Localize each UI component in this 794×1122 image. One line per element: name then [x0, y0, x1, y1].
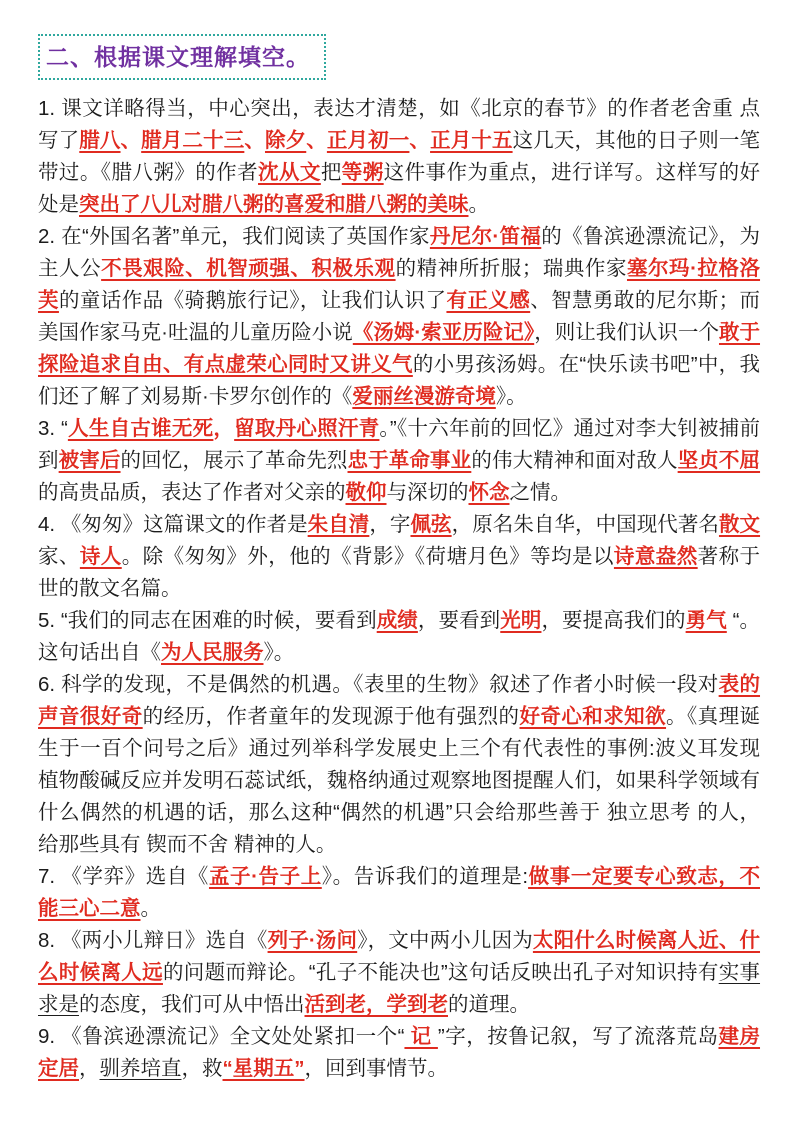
answer-text: 塞尔玛·拉格洛芙	[38, 257, 761, 312]
body-text: 的问题而辩论。“孔子不能决也”这句话反映出孔子对知识持有	[162, 961, 719, 984]
body-text: 著称于世的散文名篇。	[38, 545, 761, 600]
answer-text: 爱丽丝漫游奇境	[352, 385, 496, 408]
body-text: ”字，按鲁记叙，写了流落荒岛	[437, 1025, 719, 1048]
answer-text: 诗意盎然	[613, 545, 698, 568]
paragraph	[38, 1021, 760, 1085]
answer-text: 列子·汤问	[267, 929, 358, 952]
section-title-box	[38, 34, 326, 80]
body-text: 这件事作为重点，进行详写。这样写的好处是	[38, 161, 761, 216]
answer-text: 被害后	[58, 449, 121, 472]
answer-text: 建房定居	[38, 1025, 761, 1080]
body-text: ，要看到	[417, 609, 501, 632]
body-text: 。”《十六年前的回忆》通过对李大钊被捕前到	[38, 417, 761, 472]
paragraph	[38, 861, 760, 925]
answer-text: 光明	[500, 609, 542, 632]
body-text: 的《鲁滨逊漂流记》，为主人公	[38, 225, 760, 280]
body-text: 与深切的	[386, 481, 469, 504]
body-text: 的精神所折服；瑞典作家	[395, 257, 627, 280]
answer-text: 诗人	[79, 545, 122, 568]
underlined-text: 实事求是	[38, 961, 761, 1016]
underlined-text: 驯养培直	[99, 1057, 182, 1080]
body-text: 的伟大精神和面对敌人	[471, 449, 678, 472]
body-text: 》。告诉我们的道理是:	[321, 865, 529, 888]
answer-text: 孟子·告子上	[208, 865, 322, 888]
body-text: 的态度，我们可从中悟出	[79, 993, 305, 1016]
document-body	[38, 93, 760, 1085]
paragraph	[38, 221, 760, 413]
body-text: 3. “	[38, 417, 68, 440]
answer-text: 腊月二十三	[141, 129, 245, 152]
answer-text: 怀念	[468, 481, 510, 504]
answer-text: “星期五”	[222, 1057, 305, 1080]
paragraph	[38, 93, 760, 221]
body-text: 这几天，其他的日子则一笔带过。《腊八粥》的作者	[38, 129, 761, 184]
body-text: 家、	[38, 545, 80, 568]
answer-text: 坚贞不屈	[677, 449, 761, 472]
body-text: 的小男孩汤姆。在“快乐读书吧”中，我们还了解了刘易斯·卡罗尔创作的《	[38, 353, 761, 408]
body-text: 。	[468, 193, 489, 216]
body-text: 6. 科学的发现，不是偶然的机遇。《表里的生物》叙述了作者小时候一段对	[38, 673, 719, 696]
answer-text: 成绩	[376, 609, 418, 632]
body-text: 8. 《两小儿辩日》选自《	[38, 929, 268, 952]
body-text: 把	[320, 161, 342, 184]
body-text: ，救	[181, 1057, 223, 1080]
body-text: ，原名朱自华，中国现代著名	[451, 513, 719, 536]
body-text: 7. 《学弈》选自《	[38, 865, 209, 888]
answer-text: 除夕	[264, 129, 307, 152]
paragraph	[38, 509, 760, 605]
answer-text: 做事一定要专心致志，不能三心二意	[38, 865, 760, 920]
body-text: 9. 《鲁滨逊漂流记》全文处处紧扣一个“	[38, 1025, 405, 1048]
body-text: 的回忆，展示了革命先烈	[120, 449, 348, 472]
answer-text: 好奇心和求知欲	[519, 705, 667, 728]
answer-punct: ，	[213, 417, 235, 440]
body-text: 。《真理诞生于一百个问号之后》通过列举科学发展史上三个有代表性的事例:波义耳发现植物酸碱反应并发明石蕊试纸，魏格纳通过观察地图提醒人们，如果科学领域有什么偶然的机遇的话，那么这种“偶然的机遇”只会给那些善于 独立思考 的人，给那些具有 锲而不舍 精神的人。	[38, 705, 761, 856]
answer-text: 有正义感	[446, 289, 531, 312]
answer-text: 活到老，学到老	[304, 993, 448, 1016]
answer-text: 正月十五	[430, 129, 513, 152]
body-text: 的道理。	[448, 993, 530, 1016]
body-text: 的童话作品《骑鹅旅行记》，让我们认识了	[58, 289, 447, 312]
body-text: ，字	[369, 513, 411, 536]
body-text: 》。	[495, 385, 527, 408]
body-text: ，则让我们认识一个	[534, 321, 719, 344]
answer-text: 留取丹心照汗青	[234, 417, 380, 440]
answer-text: 不畏艰险、机智顽强、积极乐观	[101, 257, 396, 280]
answer-text: 散文	[718, 513, 761, 536]
answer-text: 勇气	[685, 609, 727, 632]
answer-text: 正月初一	[326, 129, 410, 152]
body-text: 。除《匆匆》外，他的《背影》《荷塘月色》等均是以	[121, 545, 614, 568]
answer-text: 记	[404, 1025, 438, 1048]
answer-text: 表的声音很好奇	[38, 673, 761, 728]
answer-punct: 、	[120, 129, 142, 152]
body-text: 》，文中两小儿因为	[357, 929, 533, 952]
body-text: 2. 在“外国名著”单元，我们阅读了英国作家	[38, 225, 430, 248]
answer-text: 突出了八儿对腊八粥的喜爱和腊八粥的美味	[79, 193, 469, 216]
answer-text: 敬仰	[345, 481, 387, 504]
body-text: ，要提高我们的	[541, 609, 686, 632]
paragraph	[38, 413, 760, 509]
body-text: 1. 课文详略得当，中心突出，表达才清楚，如《北京的春节》的作者老舍重 点写了	[38, 97, 760, 152]
answer-punct: 、	[409, 129, 431, 152]
body-text: 》。	[263, 641, 295, 664]
body-text: 、智慧勇敢的尼尔斯；而美国作家马克·吐温的儿童历险小说	[38, 289, 761, 344]
paragraph	[38, 925, 760, 1021]
answer-text: 忠于革命事业	[347, 449, 472, 472]
answer-text: 佩弦	[410, 513, 452, 536]
answer-text: 腊八	[79, 129, 121, 152]
answer-text: 为人民服务	[161, 641, 264, 664]
body-text: 4. 《匆匆》这篇课文的作者是	[38, 513, 308, 536]
answer-punct: 、	[306, 129, 327, 152]
body-text: 的经历，作者童年的发现源于他有强烈的	[142, 705, 520, 728]
answer-text: 人生自古谁无死	[67, 417, 214, 440]
answer-text: 丹尼尔·笛福	[429, 225, 542, 248]
answer-text: 太阳什么时候离人近、什么时候离人远	[38, 929, 761, 984]
body-text: 之情。	[509, 481, 571, 504]
body-text: 的高贵品质，表达了作者对父亲的	[38, 481, 346, 504]
body-text: 。	[140, 897, 161, 920]
answer-punct: 、	[244, 129, 265, 152]
paragraph	[38, 605, 760, 669]
answer-text: 等粥	[341, 161, 384, 184]
body-text: ，回到事情节。	[304, 1057, 448, 1080]
answer-text: 敢于探险追求自由、有点虚荣心同时又讲义气	[38, 321, 761, 376]
paragraph	[38, 669, 760, 861]
answer-text: 《汤姆·索亚历险记》	[352, 321, 535, 344]
answer-text: 朱自清	[307, 513, 370, 536]
body-text: “。这句话出自《	[38, 609, 761, 664]
section-title: 二、根据课文理解填空。	[46, 44, 310, 70]
body-text: ，	[79, 1057, 100, 1080]
answer-text: 沈从文	[258, 161, 321, 184]
body-text: 5. “我们的同志在困难的时候，要看到	[38, 609, 377, 632]
